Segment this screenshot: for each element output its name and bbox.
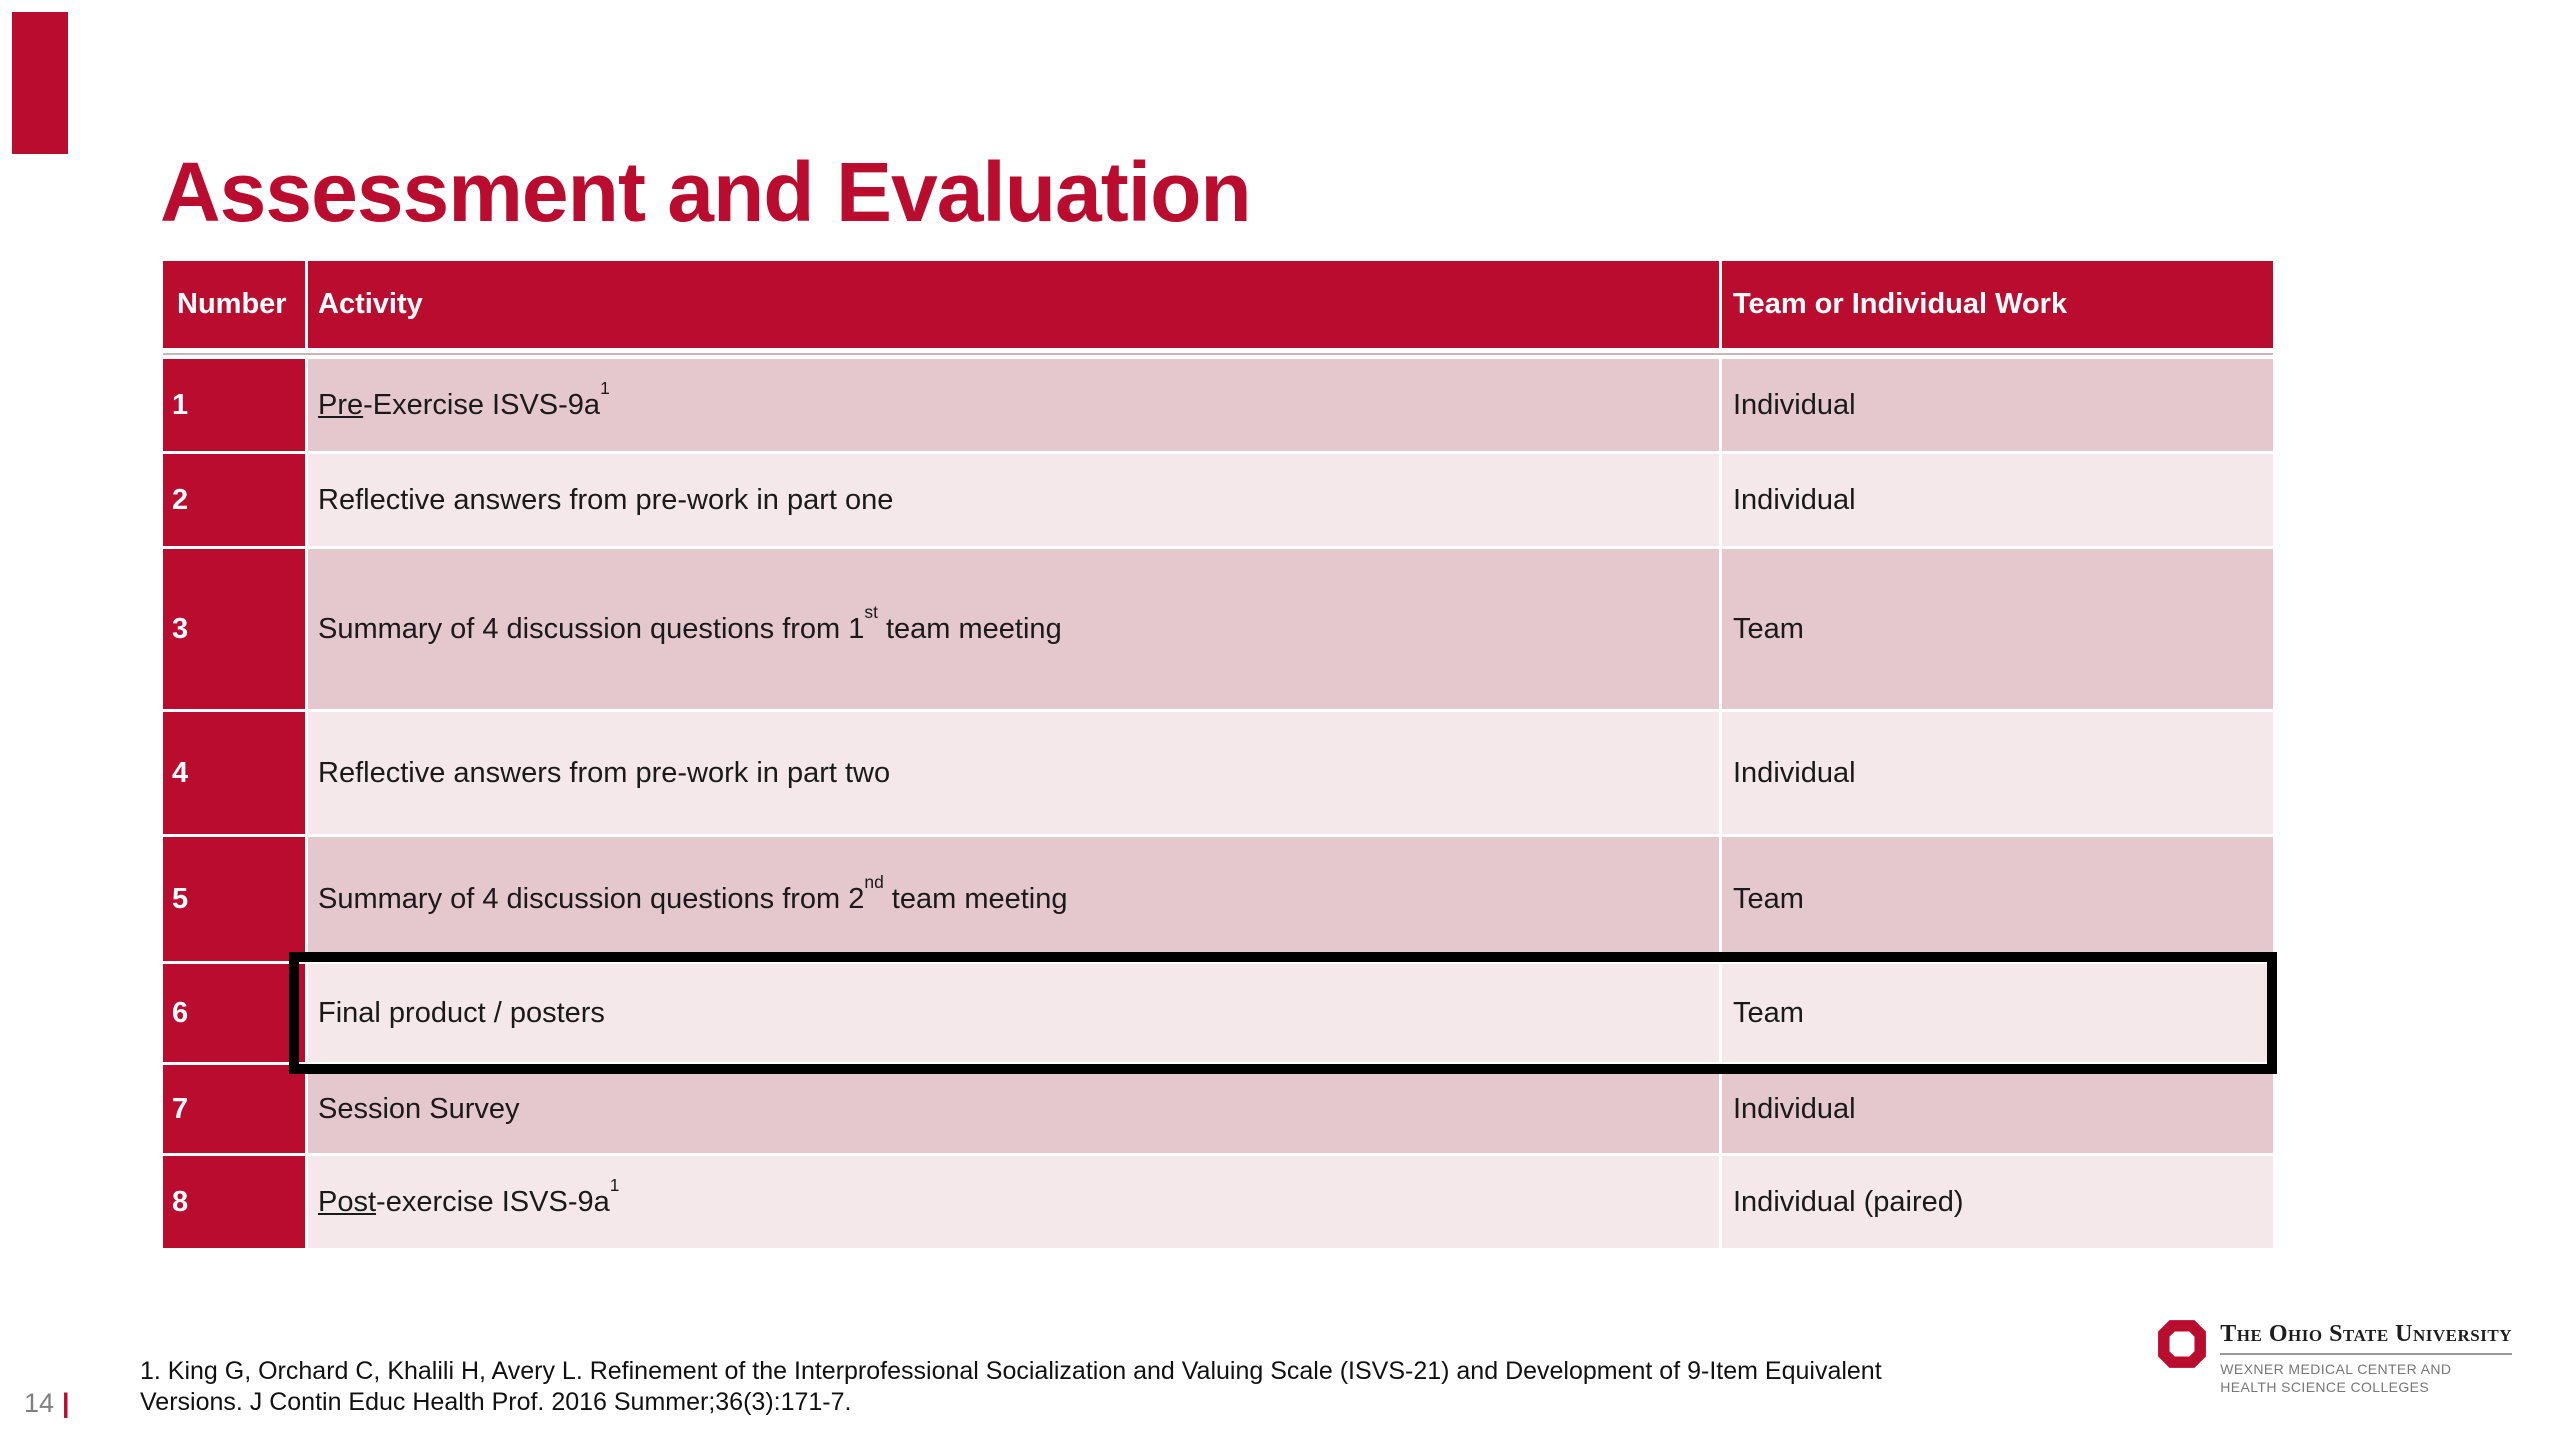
table-row-6 bbox=[163, 964, 2273, 1062]
left-accent-bar bbox=[12, 12, 68, 154]
footnote bbox=[140, 1356, 1882, 1418]
page-title: Assessment and Evaluation bbox=[160, 145, 1251, 239]
row-number-cell: 2 bbox=[163, 454, 305, 546]
activity-cell: Reflective answers from pre-work in part two bbox=[305, 712, 1719, 834]
work-type-cell: Individual bbox=[1719, 454, 2273, 546]
activity-cell: Post-exercise ISVS-$9a^1$ bbox=[305, 1156, 1719, 1248]
activity-cell: Pre-Exercise ISVS-$9a^1$ bbox=[305, 359, 1719, 451]
header-team-or-individual: Team or Individual Work bbox=[1719, 261, 2273, 348]
work-type-cell: Individual (paired) bbox=[1719, 1156, 2273, 1248]
logo-institution: The Ohio State University bbox=[2220, 1321, 2512, 1347]
logo-unit-line-2: HEALTH SCIENCE COLLEGES bbox=[2220, 1379, 2430, 1396]
page-number-value: 14 bbox=[24, 1388, 55, 1418]
header-separator bbox=[163, 348, 2273, 359]
activity-cell: Summary of 4 discussion questions from 1st team meeting bbox=[305, 549, 1719, 709]
assessment-table bbox=[163, 261, 2273, 1251]
table-row-8 bbox=[163, 1156, 2273, 1248]
table-row-5 bbox=[163, 837, 2273, 961]
table-row-1 bbox=[163, 359, 2273, 451]
activity-cell: Summary of 4 discussion questions from 2nd team meeting bbox=[305, 837, 1719, 961]
work-type-cell: Individual bbox=[1719, 1065, 2273, 1153]
header-separator-line bbox=[163, 353, 2273, 355]
row-number-cell: 6 bbox=[163, 964, 305, 1062]
footnote-line-2: Versions. J Contin Educ Health Prof. 2016 Summer;36(3):171-7. bbox=[140, 1388, 852, 1416]
row-number-cell: 1 bbox=[163, 359, 305, 451]
logo-unit-line-1: WEXNER MEDICAL CENTER AND bbox=[2220, 1361, 2452, 1377]
row-number-cell: 3 bbox=[163, 549, 305, 709]
table-body bbox=[163, 359, 2273, 1248]
block-o-icon bbox=[2156, 1318, 2208, 1370]
row-number-cell: 8 bbox=[163, 1156, 305, 1248]
row-number-cell: 4 bbox=[163, 712, 305, 834]
footnote-line-1: 1. King G, Orchard C, Khalili H, Avery L. Refinement of the Interprofessional Socialization and Valuing Scale (ISVS-21) and Development of 9-Item Equivalent bbox=[140, 1357, 1882, 1385]
table-header-row bbox=[163, 261, 2273, 348]
row-number-cell: 5 bbox=[163, 837, 305, 961]
header-activity: Activity bbox=[305, 261, 1719, 348]
work-type-cell: Individual bbox=[1719, 359, 2273, 451]
logo-text bbox=[2220, 1318, 2512, 1396]
work-type-cell: Individual bbox=[1719, 712, 2273, 834]
row-number-cell: 7 bbox=[163, 1065, 305, 1153]
work-type-cell: Team bbox=[1719, 964, 2273, 1062]
activity-cell: Reflective answers from pre-work in part one bbox=[305, 454, 1719, 546]
activity-cell: Final product / posters bbox=[305, 964, 1719, 1062]
table-row-7 bbox=[163, 1065, 2273, 1153]
table-row-2 bbox=[163, 454, 2273, 546]
osu-logo bbox=[2156, 1318, 2512, 1396]
page-number-separator: | bbox=[62, 1388, 70, 1418]
table-row-3 bbox=[163, 549, 2273, 709]
logo-unit bbox=[2220, 1353, 2512, 1396]
work-type-cell: Team bbox=[1719, 549, 2273, 709]
work-type-cell: Team bbox=[1719, 837, 2273, 961]
page-number bbox=[24, 1388, 70, 1419]
activity-cell: Session Survey bbox=[305, 1065, 1719, 1153]
header-number: Number bbox=[177, 288, 287, 320]
table-row-4 bbox=[163, 712, 2273, 834]
